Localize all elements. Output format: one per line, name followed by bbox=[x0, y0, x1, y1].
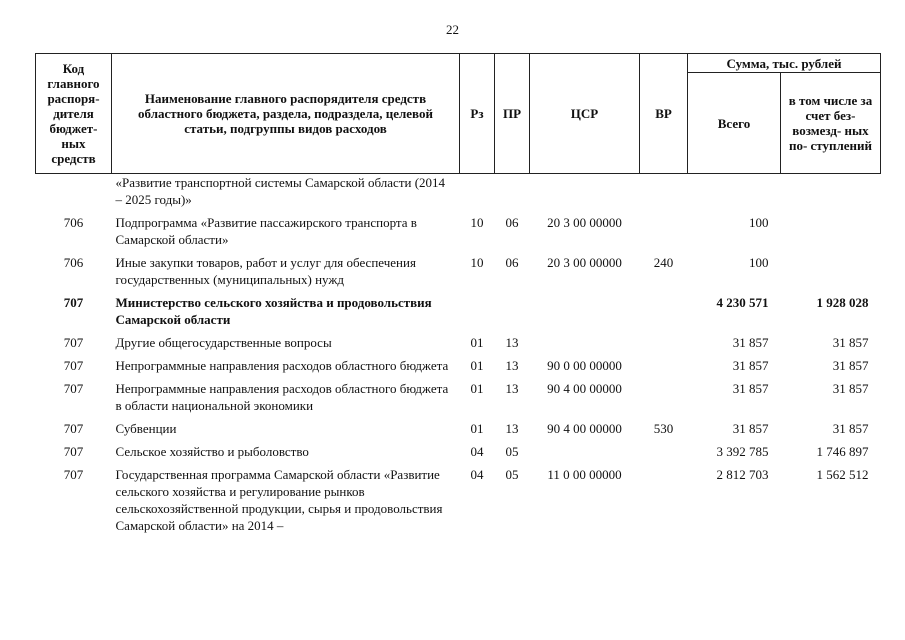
cell-incl: 1 562 512 bbox=[816, 467, 869, 482]
cell-vr bbox=[640, 354, 688, 377]
budget-table bbox=[35, 53, 881, 537]
cell-incl: 1 928 028 bbox=[816, 295, 869, 310]
header-vr: ВР bbox=[640, 54, 688, 174]
cell-total: 100 bbox=[749, 255, 769, 270]
cell-name: Сельское хозяйство и рыболовство bbox=[115, 444, 309, 459]
cell-total bbox=[688, 174, 781, 212]
cell-csr: 20 3 00 00000 bbox=[547, 215, 622, 230]
cell-code: 707 bbox=[63, 295, 84, 310]
table-row bbox=[36, 291, 881, 331]
cell-rz: 01 bbox=[470, 335, 484, 350]
table-row bbox=[36, 174, 881, 212]
cell-name: Другие общегосударственные вопросы bbox=[115, 335, 332, 350]
cell-code: 707 bbox=[63, 421, 84, 436]
cell-vr bbox=[640, 463, 688, 537]
table-row bbox=[36, 440, 881, 463]
table-row bbox=[36, 417, 881, 440]
cell-incl: 1 746 897 bbox=[816, 444, 869, 459]
table-row bbox=[36, 251, 881, 291]
cell-rz bbox=[460, 174, 495, 212]
cell-incl: 31 857 bbox=[832, 381, 869, 396]
cell-total: 4 230 571 bbox=[716, 295, 769, 310]
cell-name: Подпрограмма «Развитие пассажирского транспорта в Самарской области» bbox=[115, 215, 417, 247]
cell-pr: 06 bbox=[505, 215, 519, 230]
cell-total: 100 bbox=[749, 215, 769, 230]
cell-incl: 31 857 bbox=[832, 335, 869, 350]
header-csr: ЦСР bbox=[530, 54, 640, 174]
cell-pr: 05 bbox=[505, 467, 519, 482]
cell-pr: 13 bbox=[505, 335, 519, 350]
cell-incl bbox=[781, 251, 881, 291]
table-body bbox=[36, 174, 881, 538]
cell-vr bbox=[640, 211, 688, 251]
header-name: Наименование главного распорядителя средств областного бюджета, раздела, подраздела, целевой статьи, подгруппы видов расходов bbox=[112, 54, 460, 174]
cell-csr: 90 4 00 00000 bbox=[547, 421, 622, 436]
cell-vr bbox=[640, 174, 688, 212]
cell-name: «Развитие транспортной системы Самарской области (2014 – 2025 годы)» bbox=[115, 175, 446, 207]
table-row bbox=[36, 354, 881, 377]
cell-total: 31 857 bbox=[732, 335, 769, 350]
cell-vr: 240 bbox=[653, 255, 674, 270]
cell-code: 707 bbox=[63, 444, 84, 459]
cell-rz: 01 bbox=[470, 358, 484, 373]
cell-csr: 90 4 00 00000 bbox=[547, 381, 622, 396]
cell-incl bbox=[781, 174, 881, 212]
cell-code: 707 bbox=[63, 467, 84, 482]
cell-name: Иные закупки товаров, работ и услуг для обеспечения государственных (муниципальных) нужд bbox=[115, 255, 416, 287]
header-pr: ПР bbox=[495, 54, 530, 174]
cell-csr bbox=[530, 174, 640, 212]
header-sum: Сумма, тыс. рублей bbox=[688, 54, 881, 73]
cell-rz: 04 bbox=[470, 444, 484, 459]
cell-incl bbox=[781, 211, 881, 251]
cell-pr: 13 bbox=[505, 381, 519, 396]
header-rz: Рз bbox=[460, 54, 495, 174]
cell-total: 31 857 bbox=[732, 381, 769, 396]
cell-csr: 11 0 00 00000 bbox=[547, 467, 622, 482]
cell-pr: 13 bbox=[505, 421, 519, 436]
cell-total: 31 857 bbox=[732, 358, 769, 373]
cell-pr: 13 bbox=[505, 358, 519, 373]
cell-pr bbox=[495, 291, 530, 331]
cell-csr: 90 0 00 00000 bbox=[547, 358, 622, 373]
cell-code: 707 bbox=[63, 358, 84, 373]
header-total: Всего bbox=[688, 73, 781, 174]
cell-total: 31 857 bbox=[732, 421, 769, 436]
cell-csr bbox=[530, 440, 640, 463]
cell-rz bbox=[460, 291, 495, 331]
table-row bbox=[36, 377, 881, 417]
table-row bbox=[36, 331, 881, 354]
cell-rz: 01 bbox=[470, 381, 484, 396]
cell-vr bbox=[640, 440, 688, 463]
cell-csr bbox=[530, 291, 640, 331]
cell-name: Субвенции bbox=[115, 421, 177, 436]
cell-incl: 31 857 bbox=[832, 358, 869, 373]
cell-code: 707 bbox=[63, 335, 84, 350]
cell-vr: 530 bbox=[653, 421, 674, 436]
cell-incl: 31 857 bbox=[832, 421, 869, 436]
cell-name: Непрограммные направления расходов областного бюджета bbox=[115, 358, 449, 373]
cell-total: 3 392 785 bbox=[716, 444, 769, 459]
cell-rz: 10 bbox=[470, 215, 484, 230]
cell-pr: 06 bbox=[505, 255, 519, 270]
cell-vr bbox=[640, 377, 688, 417]
table-row bbox=[36, 463, 881, 537]
cell-rz: 01 bbox=[470, 421, 484, 436]
header-code: Код главного распоря- дителя бюджет- ных средств bbox=[36, 54, 112, 174]
cell-name: Государственная программа Самарской области «Развитие сельского хозяйства и регулирование рынков сельскохозяйственной продукции, сырья и продовольствия Самарской области» на 2014 – bbox=[115, 467, 443, 533]
cell-code bbox=[36, 174, 112, 212]
header-incl: в том числе за счет без- возмезд- ных по- ступлений bbox=[781, 73, 881, 174]
cell-pr: 05 bbox=[505, 444, 519, 459]
cell-name: Непрограммные направления расходов областного бюджета в области национальной экономики bbox=[115, 381, 449, 413]
cell-vr bbox=[640, 331, 688, 354]
cell-total: 2 812 703 bbox=[716, 467, 769, 482]
cell-code: 707 bbox=[63, 381, 84, 396]
cell-name: Министерство сельского хозяйства и продовольствия Самарской области bbox=[115, 295, 432, 327]
cell-vr bbox=[640, 291, 688, 331]
cell-pr bbox=[495, 174, 530, 212]
cell-csr bbox=[530, 331, 640, 354]
page-number: 22 bbox=[446, 22, 459, 37]
cell-csr: 20 3 00 00000 bbox=[547, 255, 622, 270]
cell-code: 706 bbox=[63, 255, 84, 270]
cell-code: 706 bbox=[63, 215, 84, 230]
cell-rz: 10 bbox=[470, 255, 484, 270]
cell-rz: 04 bbox=[470, 467, 484, 482]
table-row bbox=[36, 211, 881, 251]
